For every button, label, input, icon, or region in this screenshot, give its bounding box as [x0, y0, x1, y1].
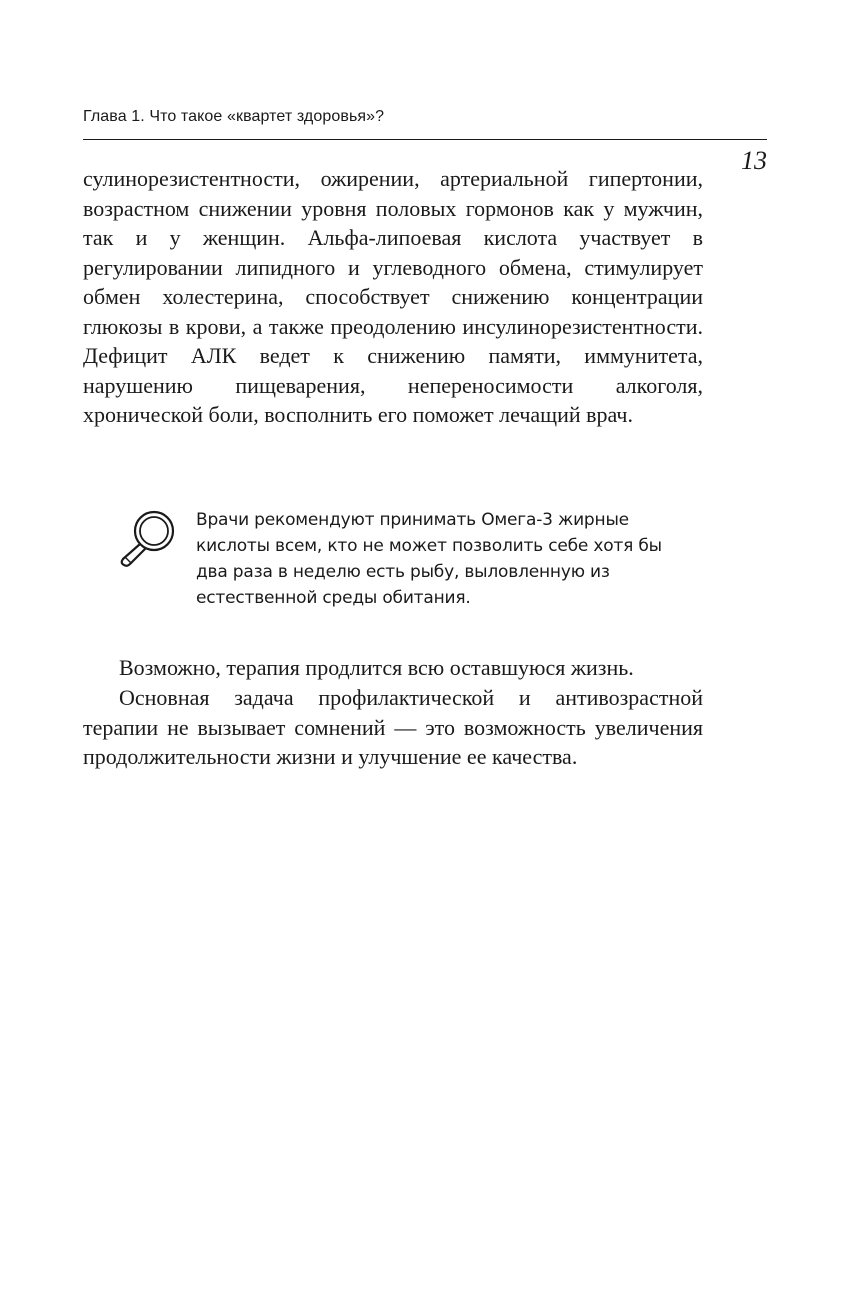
running-head: Глава 1. Что такое «квартет здоровья»?: [83, 108, 385, 125]
body-paragraph-1: сулинорезистентности, ожирении, артериальной гипертонии, возрастном снижении уровня половых гормонов как у мужчин, так и у женщин. Альфа-липоевая кислота участвует в регулировании липидного и углеводного обмена, стимулирует обмен холестерина, способствует снижению концентрации глюкозы в крови, а также преодолению инсулинорезистентности. Дефицит АЛК ведет к снижению памяти, иммунитета, нарушению пищеварения, непереносимости алкоголя, хронической боли, восполнить его поможет лечащий врач.: [83, 166, 703, 427]
magnifier-icon: [115, 507, 183, 569]
callout-note: Врачи рекомендуют принимать Омега-3 жирные кислоты всем, кто не может позволить себе хотя бы два раза в неделю есть рыбу, выловленную из естественной среды обитания.: [196, 510, 662, 608]
page-number: 13: [741, 146, 767, 175]
body-paragraph-2: Возможно, терапия продлится всю оставшуюся жизнь.: [119, 655, 634, 680]
header-rule: [83, 139, 767, 140]
body-paragraph-3: Основная задача профилактической и антивозрастной терапии не вызывает сомнений — это возможность увеличения продолжительности жизни и улучшение ее качества.: [83, 685, 703, 769]
